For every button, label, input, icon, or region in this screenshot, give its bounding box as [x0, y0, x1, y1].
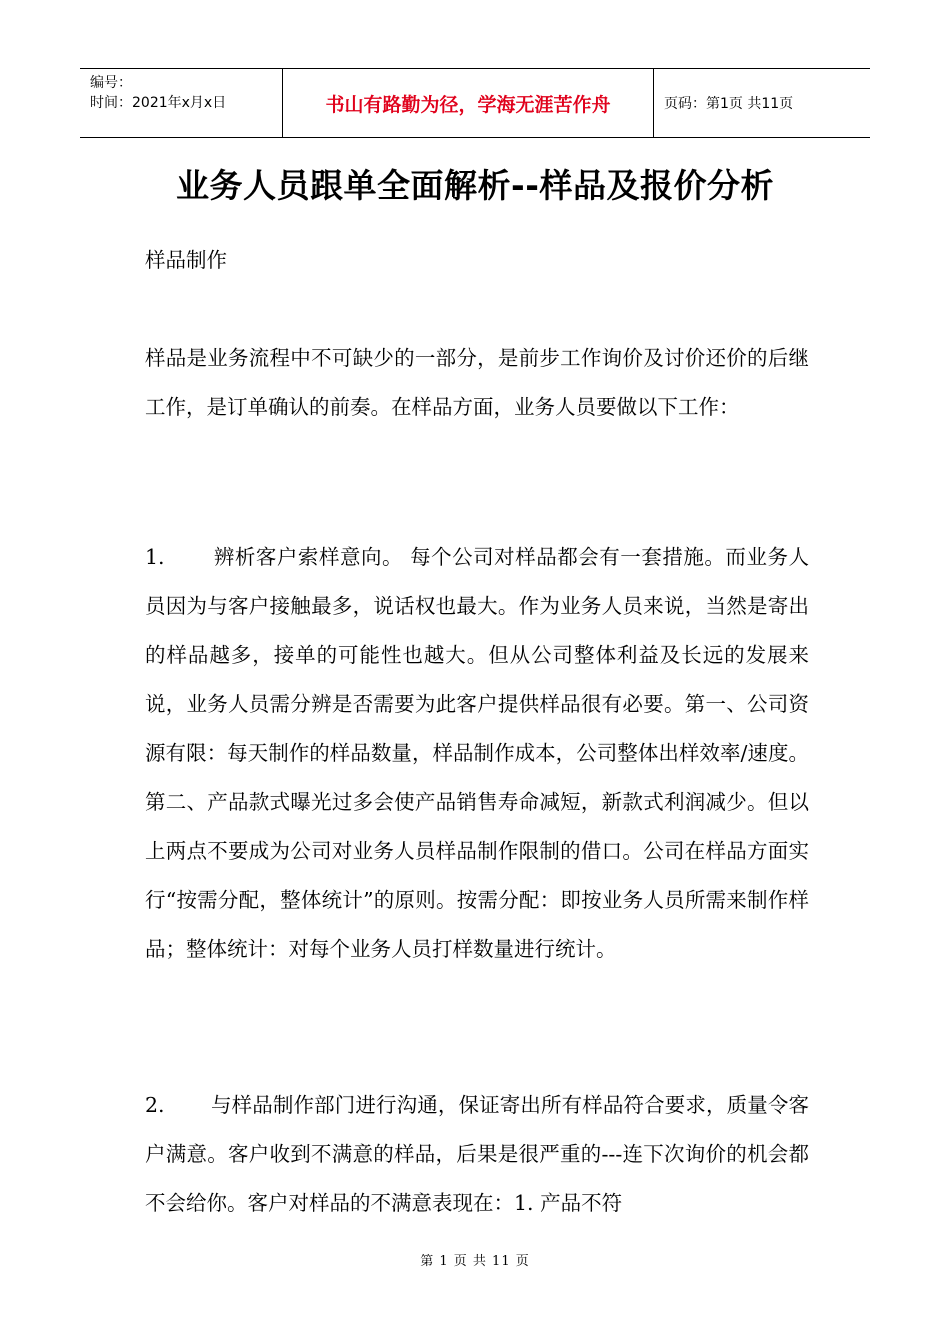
page-footer: 第 1 页 共 11 页: [420, 1254, 530, 1269]
list-item-2: 2. 与样品制作部门进行沟通，保证寄出所有样品符合要求，质量令客户满意。客户收到不满意的样品，后果是很严重的---连下次询价的机会都不会给你。客户对样品的不满意表现在：1. 产品不符: [145, 1093, 809, 1215]
header-table: [80, 68, 870, 138]
document-date-label: 时间：2021年x月x日: [90, 95, 227, 111]
intro-paragraph: 样品是业务流程中不可缺少的一部分，是前步工作询价及讨价还价的后继工作，是订单确认的前奏。在样品方面，业务人员要做以下工作：: [145, 346, 809, 419]
header-page-info: 页码：第1页 共11页: [664, 96, 794, 112]
header-meta: [80, 69, 282, 137]
document-number-label: 编号：: [90, 75, 132, 91]
header-motto: 书山有路勤为径，学海无涯苦作舟: [282, 69, 654, 137]
list-item-1: 1. 辨析客户索样意向。 每个公司对样品都会有一套措施。而业务人员因为与客户接触最多，说话权也最大。作为业务人员来说，当然是寄出的样品越多，接单的可能性也越大。但从公司整体利益及长远的发展来说，业务人员需分辨是否需要为此客户提供样品很有必要。第一、公司资源有限：每天制作的样品数量，样品制作成本，公司整体出样效率/速度。 第二、产品款式曝光过多会使产品销售寿命减短，新款式利润减少。但以上两点不要成为公司对业务人员样品制作限制的借口。公司在样品方面实行“按需分配，整体统计”的原则。按需分配：即按业务人员所需来制作样品；整体统计：对每个业务人员打样数量进行统计。: [145, 545, 816, 961]
section-heading: 样品制作: [145, 248, 227, 272]
document-title: 业务人员跟单全面解析--样品及报价分析: [176, 166, 774, 205]
